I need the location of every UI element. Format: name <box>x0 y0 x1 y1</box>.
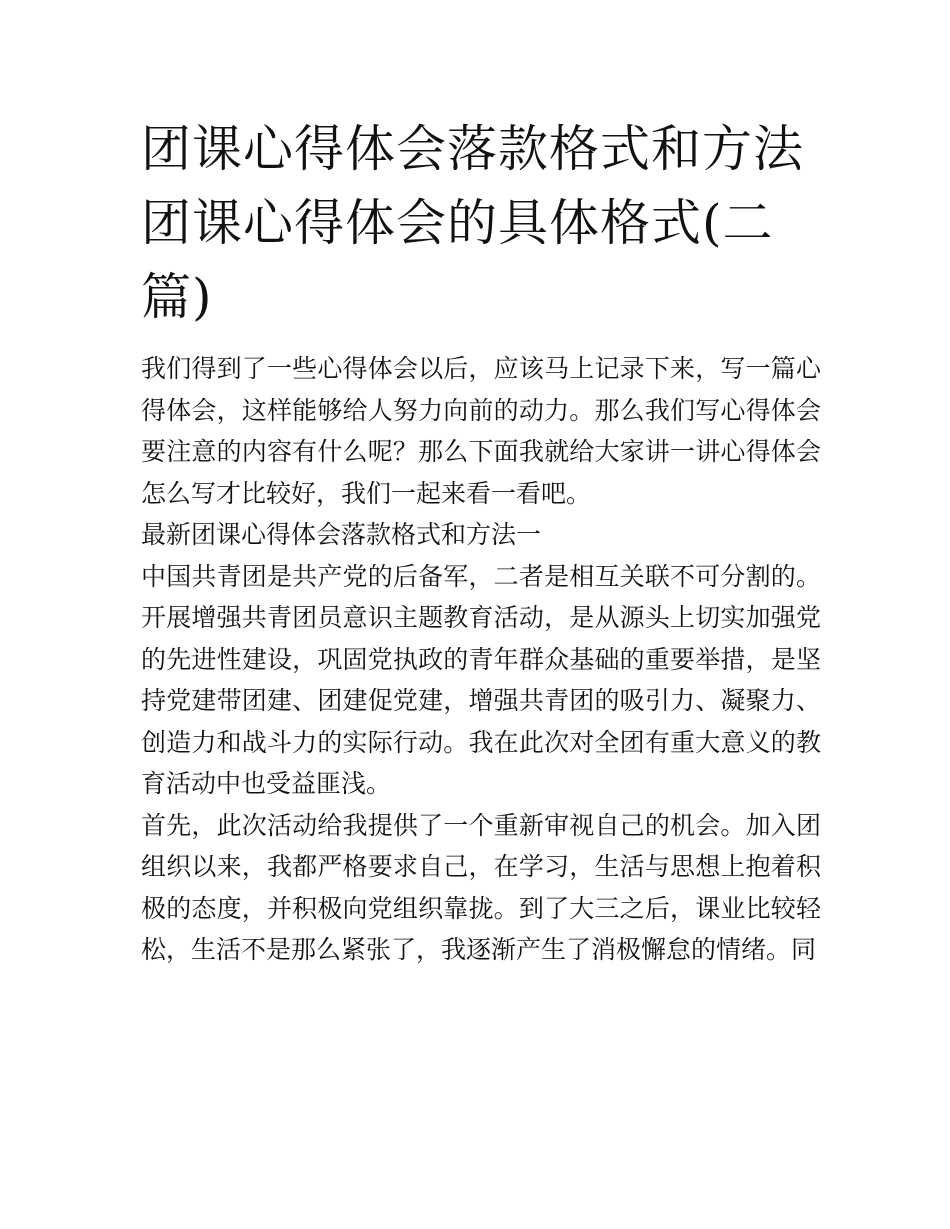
body-paragraph: 中国共青团是共产党的后备军，二者是相互关联不可分割的。开展增强共青团员意识主题教育活动，是从源头上切实加强党的先进性建设，巩固党执政的青年群众基础的重要举措，是坚持党建带团建、团建促党建，增强共青团的吸引力、凝聚力、创造力和战斗力的实际行动。我在此次对全团有重大意义的教育活动中也受益匪浅。 <box>141 561 821 798</box>
section-heading: 最新团课心得体会落款格式和方法一 <box>141 520 542 549</box>
intro-paragraph: 我们得到了一些心得体会以后，应该马上记录下来，写一篇心得体会，这样能够给人努力向前的动力。那么我们写心得体会要注意的内容有什么呢？那么下面我就给大家讲一讲心得体会怎么写才比较好，我们一起来看一看吧。 <box>141 354 821 508</box>
body-paragraph: 首先，此次活动给我提供了一个重新审视自己的机会。加入团组织以来，我都严格要求自己，在学习，生活与思想上抱着积极的态度，并积极向党组织靠拢。到了大三之后，课业比较轻松，生活不是那么紧张了，我逐渐产生了消极懈怠的情绪。同 <box>141 810 821 964</box>
document-body <box>141 348 821 971</box>
document-title: 团课心得体会落款格式和方法团课心得体会的具体格式(二篇) <box>141 120 804 326</box>
document-page <box>141 112 821 971</box>
